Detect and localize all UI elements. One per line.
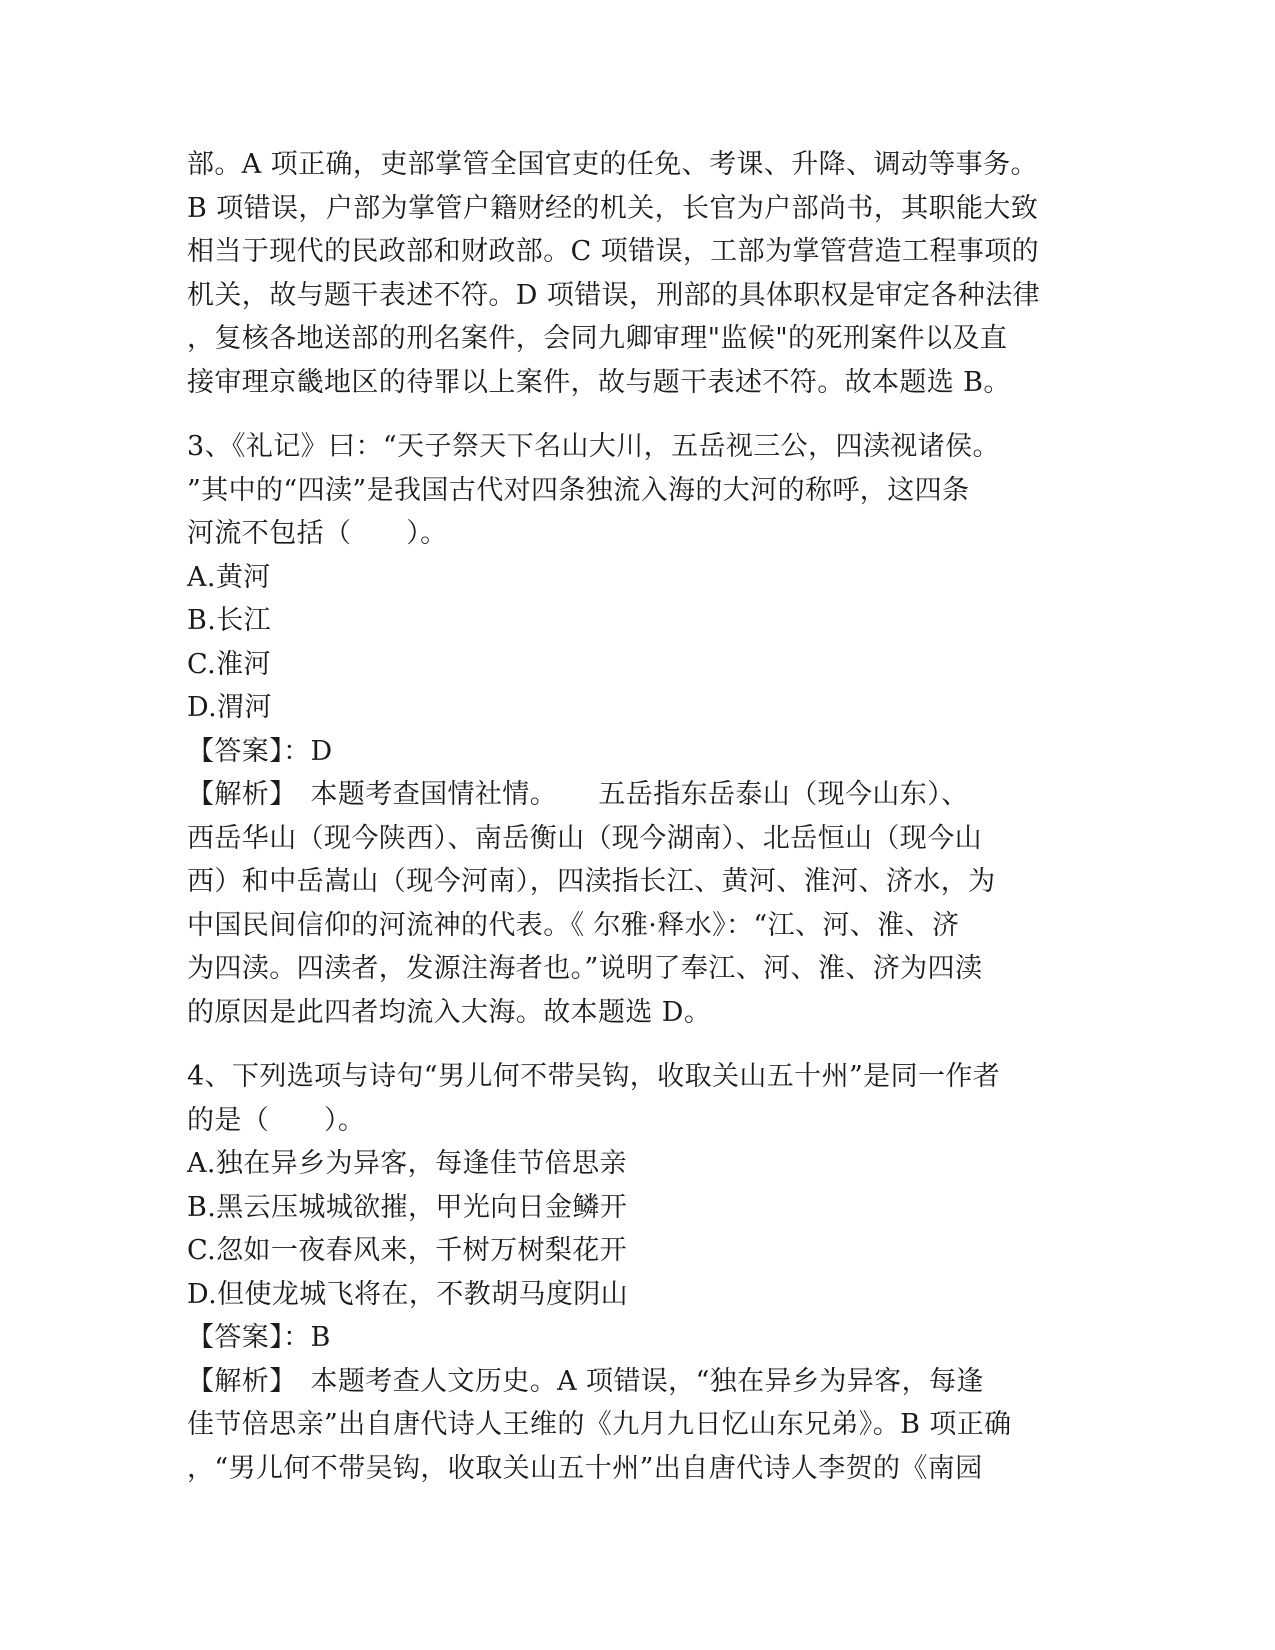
question-stem-line: 河流不包括（ ）。 [187,518,448,549]
explanation-line: 【解析】 本题考查人文历史。A 项错误，“独在异乡为异客，每逢 [187,1365,984,1397]
explanation-line: 【解析】 本题考查国情社情。 五岳指东岳泰山（现今山东）、 [187,779,969,810]
explanation-line: 西）和中岳嵩山（现今河南），四渎指长江、黄河、淮河、济水，为 [187,866,996,897]
question-stem-line: 3、《礼记》曰：“天子祭天下名山大川，五岳视三公，四渎视诸侯。 [187,431,1000,462]
option-a: A.独在异乡为异客，每逢佳节倍思亲 [187,1148,627,1179]
question-stem-line: ”其中的“四渎”是我国古代对四条独流入海的大河的称呼，这四条 [187,474,970,506]
explanation-line: B 项错误，户部为掌管户籍财经的机关，长官为户部尚书，其职能大致 [187,192,1039,224]
explanation-line: 中国民间信仰的河流神的代表。《 尔雅·释水》：“江、河、淮、济 [187,909,960,941]
explanation-line: 的原因是此四者均流入大海。故本题选 D。 [187,996,712,1028]
option-c: C.忽如一夜春风来，千树万树梨花开 [187,1235,628,1266]
explanation-line: 相当于现代的民政部和财政部。C 项错误，工部为掌管营造工程事项的 [187,236,1040,267]
question-4 [187,1055,1082,1490]
option-c: C.淮河 [187,648,271,680]
spacer [187,1034,1082,1055]
question-stem-line: 4、下列选项与诗句“男儿何不带吴钩，收取关山五十州”是同一作者 [187,1061,1001,1092]
explanation-line: 接审理京畿地区的待罪以上案件，故与题干表述不符。故本题选 B。 [187,366,1011,398]
spacer [187,404,1082,425]
option-d: D.但使龙城飞将在，不教胡马度阴山 [187,1278,629,1310]
option-a: A.黄河 [187,561,271,593]
explanation-line: 为四渎。四渎者，发源注海者也。”说明了奉江、河、淮、济为四渎 [187,953,983,984]
explanation-line: ，“男儿何不带吴钩，收取关山五十州”出自唐代诗人李贺的《南园 [187,1452,983,1484]
q2-explanation-continued [187,143,1082,404]
explanation-line: 部。A 项正确，吏部掌管全国官吏的任免、考课、升降、调动等事务。 [187,149,1038,180]
answer-line: 【答案】：B [187,1322,331,1353]
explanation-line: ，复核各地送部的刑名案件，会同九卿审理"监候"的死刑案件以及直 [187,323,1008,354]
document-body [187,143,1082,1490]
option-d: D.渭河 [187,692,272,723]
explanation-line: 西岳华山（现今陕西）、南岳衡山（现今湖南）、北岳恒山（现今山 [187,822,982,854]
option-b: B.长江 [187,605,272,636]
explanation-line: 佳节倍思亲”出自唐代诗人王维的《九月九日忆山东兄弟》。B 项正确 [187,1409,1012,1440]
option-b: B.黑云压城城欲摧，甲光向日金鳞开 [187,1191,628,1223]
question-3 [187,425,1082,1034]
answer-line: 【答案】：D [187,735,333,767]
explanation-line: 机关，故与题干表述不符。D 项错误，刑部的具体职权是审定各种法律 [187,279,1041,311]
question-stem-line: 的是（ ）。 [187,1104,366,1136]
